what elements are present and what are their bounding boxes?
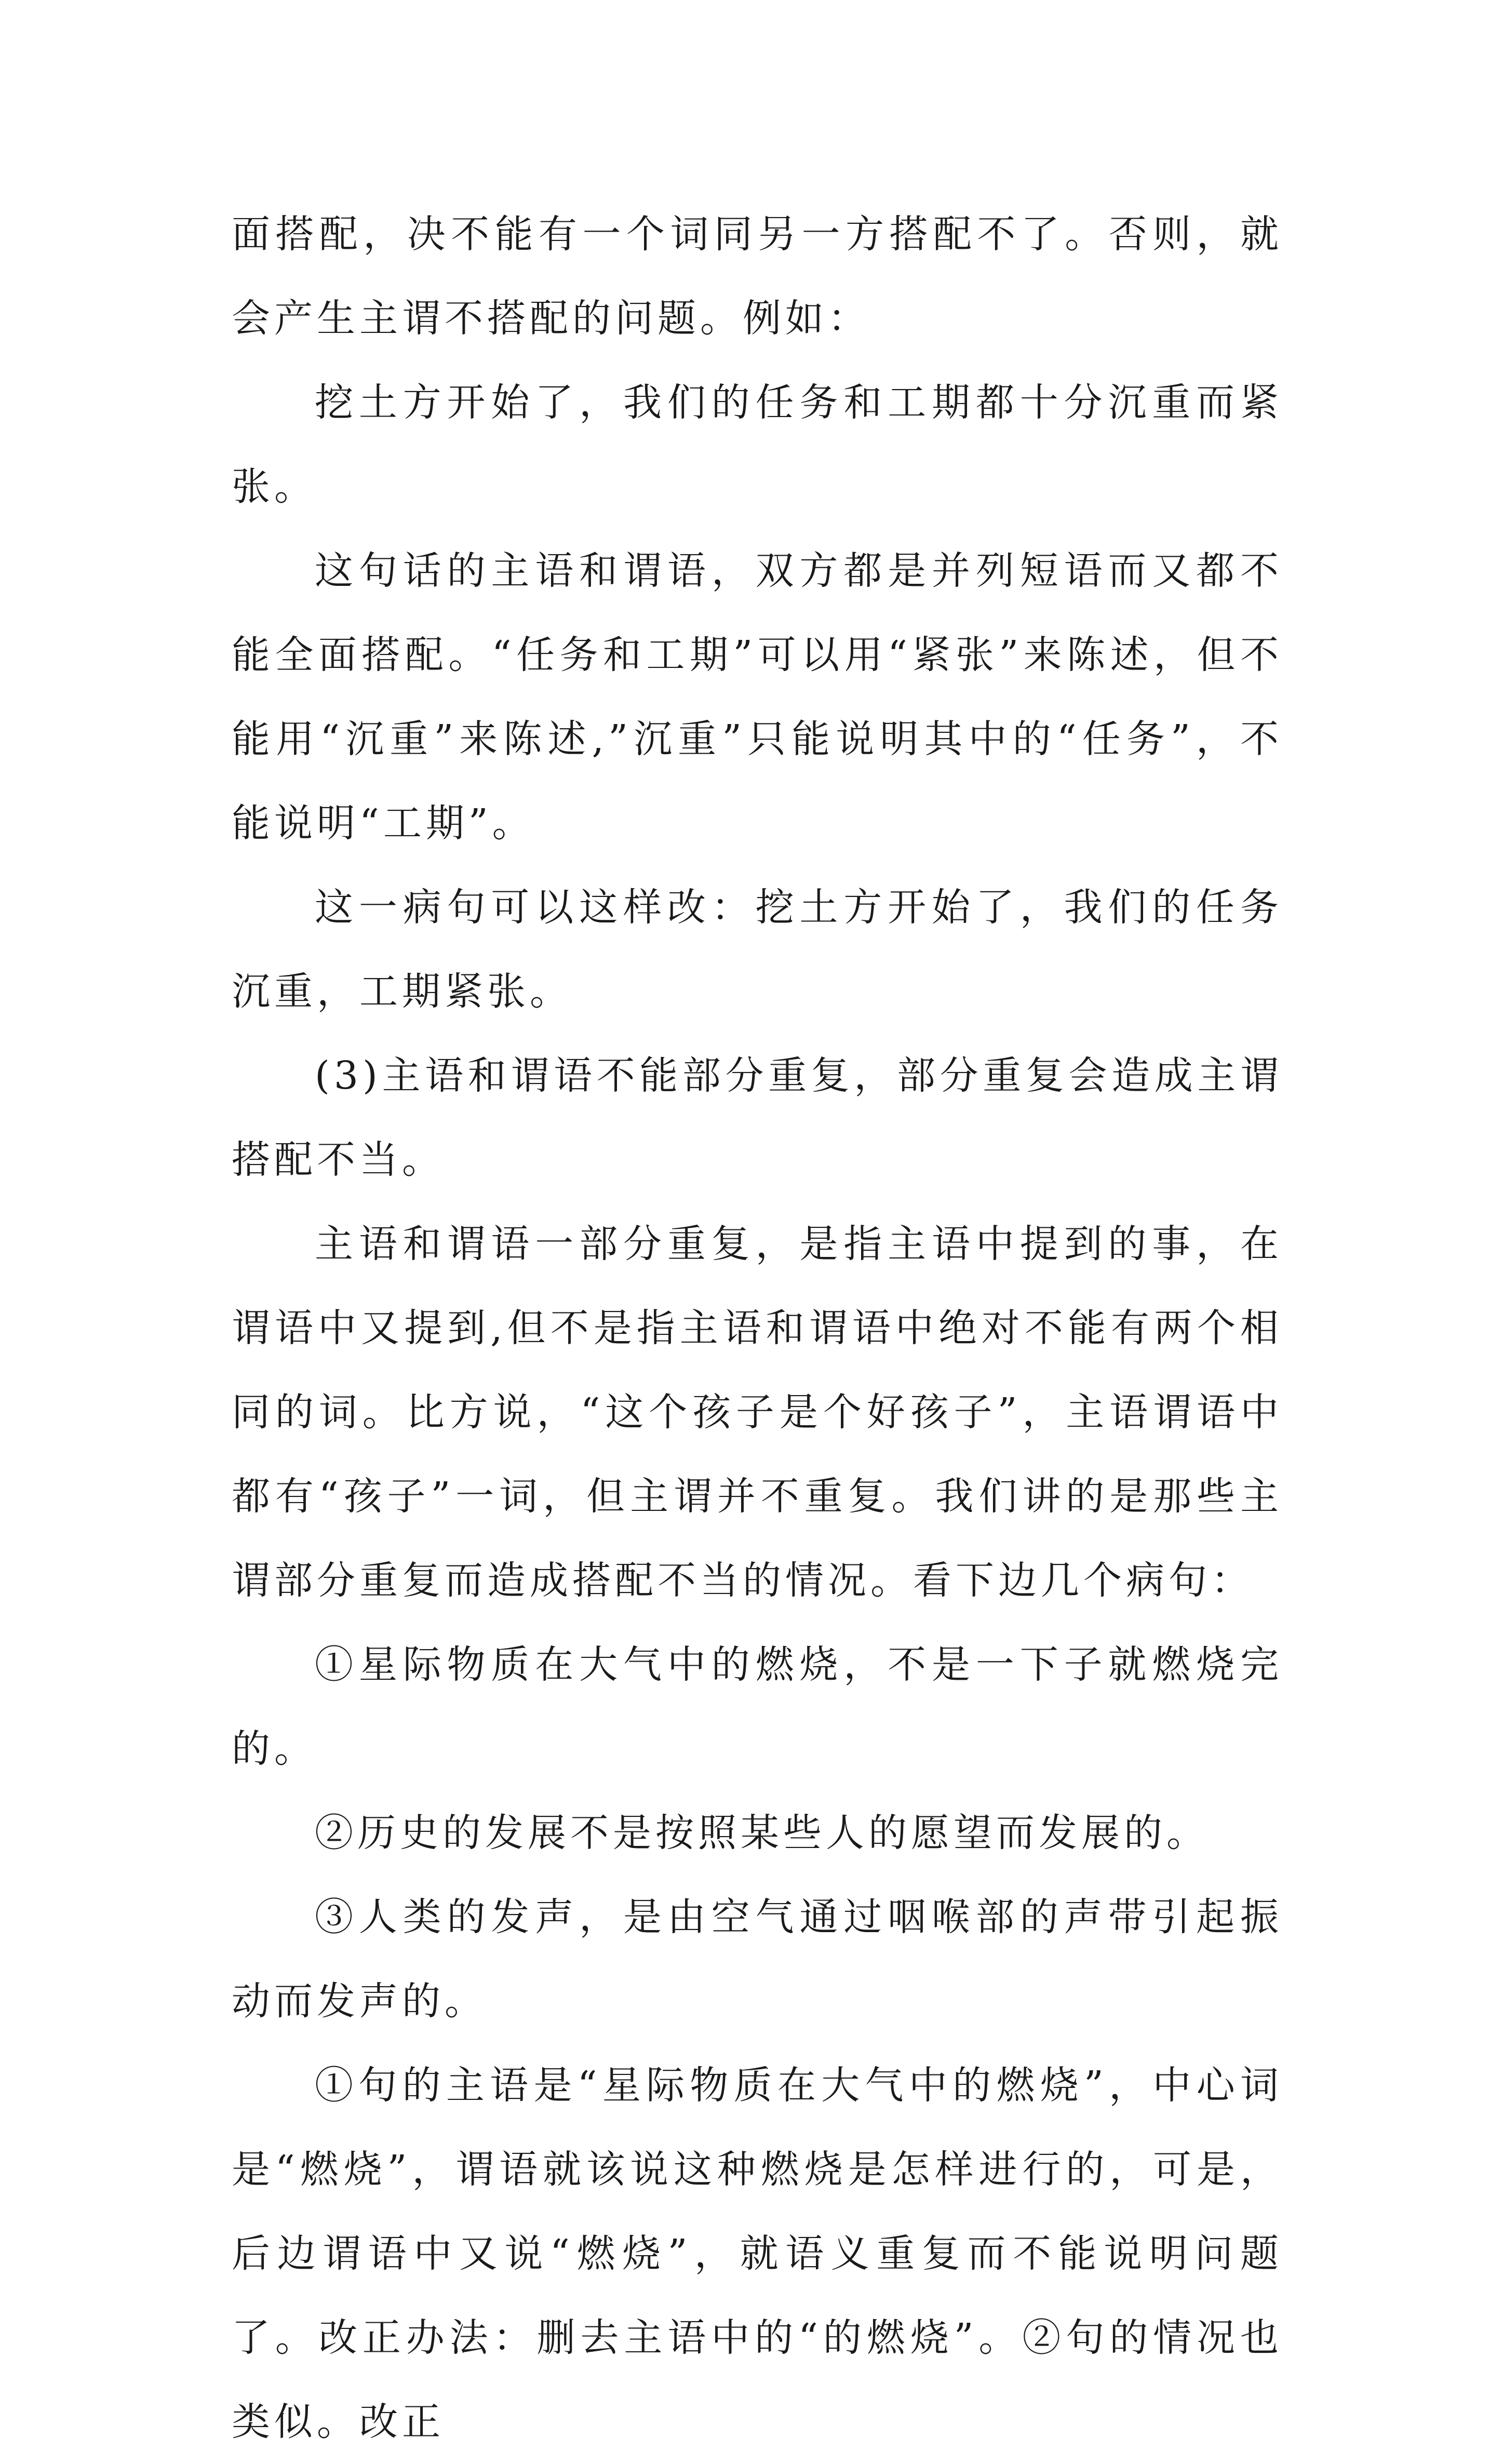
- rule-heading: (3)主语和谓语不能部分重复，部分重复会造成主谓搭配不当。: [232, 1053, 1283, 1182]
- paragraph-analysis-final: ①句的主语是“星际物质在大气中的燃烧”，中心词是“燃烧”，谓语就该说这种燃烧是怎样进行的，可是，后边谓语中又说“燃烧”，就语义重复而不能说明问题了。改正办法：删去主语中的“的燃烧”。②句的情况也类似。改正: [232, 2063, 1283, 2444]
- example-sentence-3: ③人类的发声，是由空气通过咽喉部的声带引起振动而发声的。: [232, 1895, 1283, 2024]
- example-sentence: 挖土方开始了，我们的任务和工期都十分沉重而紧张。: [232, 380, 1283, 509]
- paragraph-analysis: 这句话的主语和谓语，双方都是并列短语而又都不能全面搭配。“任务和工期”可以用“紧张”来陈述，但不能用“沉重”来陈述,”沉重”只能说明其中的“任务”，不能说明“工期”。: [232, 548, 1283, 846]
- document-body: [232, 192, 1283, 2464]
- example-sentence-1: ①星际物质在大气中的燃烧，不是一下子就燃烧完的。: [232, 1642, 1283, 1771]
- paragraph-continuation: 面搭配，决不能有一个词同另一方搭配不了。否则，就会产生主谓不搭配的问题。例如：: [232, 212, 1283, 341]
- paragraph-explanation: 主语和谓语一部分重复，是指主语中提到的事，在谓语中又提到,但不是指主语和谓语中绝对不能有两个相同的词。比方说，“这个孩子是个好孩子”，主语谓语中都有“孩子”一词，但主谓并不重复。我们讲的是那些主谓部分重复而造成搭配不当的情况。看下边几个病句：: [232, 1222, 1283, 1603]
- paragraph-correction: 这一病句可以这样改：挖土方开始了，我们的任务沉重，工期紧张。: [232, 885, 1283, 1014]
- example-sentence-2: ②历史的发展不是按照某些人的愿望而发展的。: [315, 1811, 1209, 1855]
